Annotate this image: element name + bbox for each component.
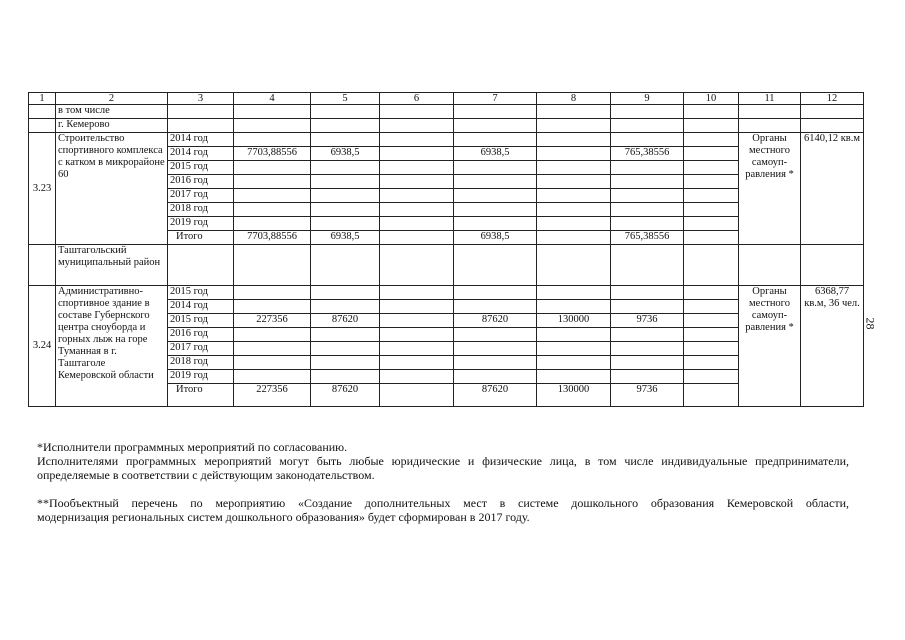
- footnote-3-line-1: **Пообъектный перечень по мероприятию «Создание дополнительных мест в системе дошкольного образования Кемеровской области,: [37, 496, 849, 510]
- row-label: в том числе: [56, 105, 168, 119]
- capacity-cell: 6368,77 кв.м, 36 чел.: [801, 286, 864, 407]
- object-name: Строительство спортивного комплекса с катком в микрорайоне 60: [56, 133, 168, 245]
- year-cell: 2019 год: [168, 217, 234, 231]
- value-cell: 130000: [537, 384, 611, 407]
- executor-cell: Органы местного самоуп-равления *: [739, 286, 801, 407]
- value-cell: 87620: [454, 314, 537, 328]
- value-cell: 6938,5: [454, 231, 537, 245]
- year-cell: 2015 год: [168, 161, 234, 175]
- year-cell: 2016 год: [168, 175, 234, 189]
- executor-cell: Органы местного самоуп-равления *: [739, 133, 801, 245]
- year-cell: 2014 год: [168, 300, 234, 314]
- column-header: 7: [454, 93, 537, 105]
- column-header: 8: [537, 93, 611, 105]
- year-cell: 2017 год: [168, 189, 234, 203]
- year-cell: 2018 год: [168, 356, 234, 370]
- value-cell: 227356: [234, 384, 311, 407]
- object-name: Административно-спортивное здание в составе Губернского центра сноуборда и горных лыж на горе Туманная в г. Таштаголе Кемеровской области: [56, 286, 168, 407]
- year-cell: 2019 год: [168, 370, 234, 384]
- year-cell: 2016 год: [168, 328, 234, 342]
- column-header: 1: [29, 93, 56, 105]
- header-row: [29, 93, 864, 105]
- program-table: [28, 92, 864, 407]
- year-cell: 2017 год: [168, 342, 234, 356]
- column-header: 10: [684, 93, 739, 105]
- value-cell: 6938,5: [311, 147, 380, 161]
- value-cell: 130000: [537, 314, 611, 328]
- item-code: 3.23: [29, 133, 56, 245]
- column-header: 6: [380, 93, 454, 105]
- value-cell: 9736: [611, 314, 684, 328]
- table-row: [29, 133, 864, 147]
- table-row: [29, 286, 864, 300]
- year-cell: 2018 год: [168, 203, 234, 217]
- footnote-1: *Исполнители программных мероприятий по согласованию.: [37, 440, 348, 454]
- year-cell: 2014 год: [168, 133, 234, 147]
- value-cell: 87620: [454, 384, 537, 407]
- table-row: [29, 105, 864, 119]
- column-header: 9: [611, 93, 684, 105]
- footnotes: [37, 440, 849, 524]
- column-header: 3: [168, 93, 234, 105]
- value-cell: 87620: [311, 384, 380, 407]
- year-cell: 2015 год: [168, 314, 234, 328]
- footnote-3-line-2: модернизация региональных систем дошкольного образования» будет сформирован в 2017 году.: [37, 510, 530, 524]
- item-code: 3.24: [29, 286, 56, 407]
- value-cell: 765,38556: [611, 231, 684, 245]
- value-cell: 9736: [611, 384, 684, 407]
- year-cell: 2014 год: [168, 147, 234, 161]
- year-cell: 2015 год: [168, 286, 234, 300]
- column-header: 11: [739, 93, 801, 105]
- capacity-cell: 6140,12 кв.м: [801, 133, 864, 245]
- row-label: г. Кемерово: [56, 119, 168, 133]
- footnote-2-line-2: определяемые в соответствии с действующим законодательством.: [37, 468, 375, 482]
- column-header: 12: [801, 93, 864, 105]
- total-label: Итого: [168, 231, 234, 245]
- total-label: Итого: [168, 384, 234, 407]
- value-cell: 7703,88556: [234, 231, 311, 245]
- value-cell: 87620: [311, 314, 380, 328]
- value-cell: 6938,5: [311, 231, 380, 245]
- column-header: 2: [56, 93, 168, 105]
- value-cell: 6938,5: [454, 147, 537, 161]
- value-cell: 227356: [234, 314, 311, 328]
- value-cell: 765,38556: [611, 147, 684, 161]
- column-header: 5: [311, 93, 380, 105]
- district-name: Таштагольский муниципальный район: [56, 245, 168, 286]
- value-cell: 7703,88556: [234, 147, 311, 161]
- page-number: 28: [863, 317, 878, 330]
- table-row: [29, 245, 864, 286]
- footnote-2-line-1: Исполнителями программных мероприятий могут быть любые юридические и физические лица, в том числе индивидуальные предприниматели,: [37, 454, 849, 468]
- table-row: [29, 119, 864, 133]
- column-header: 4: [234, 93, 311, 105]
